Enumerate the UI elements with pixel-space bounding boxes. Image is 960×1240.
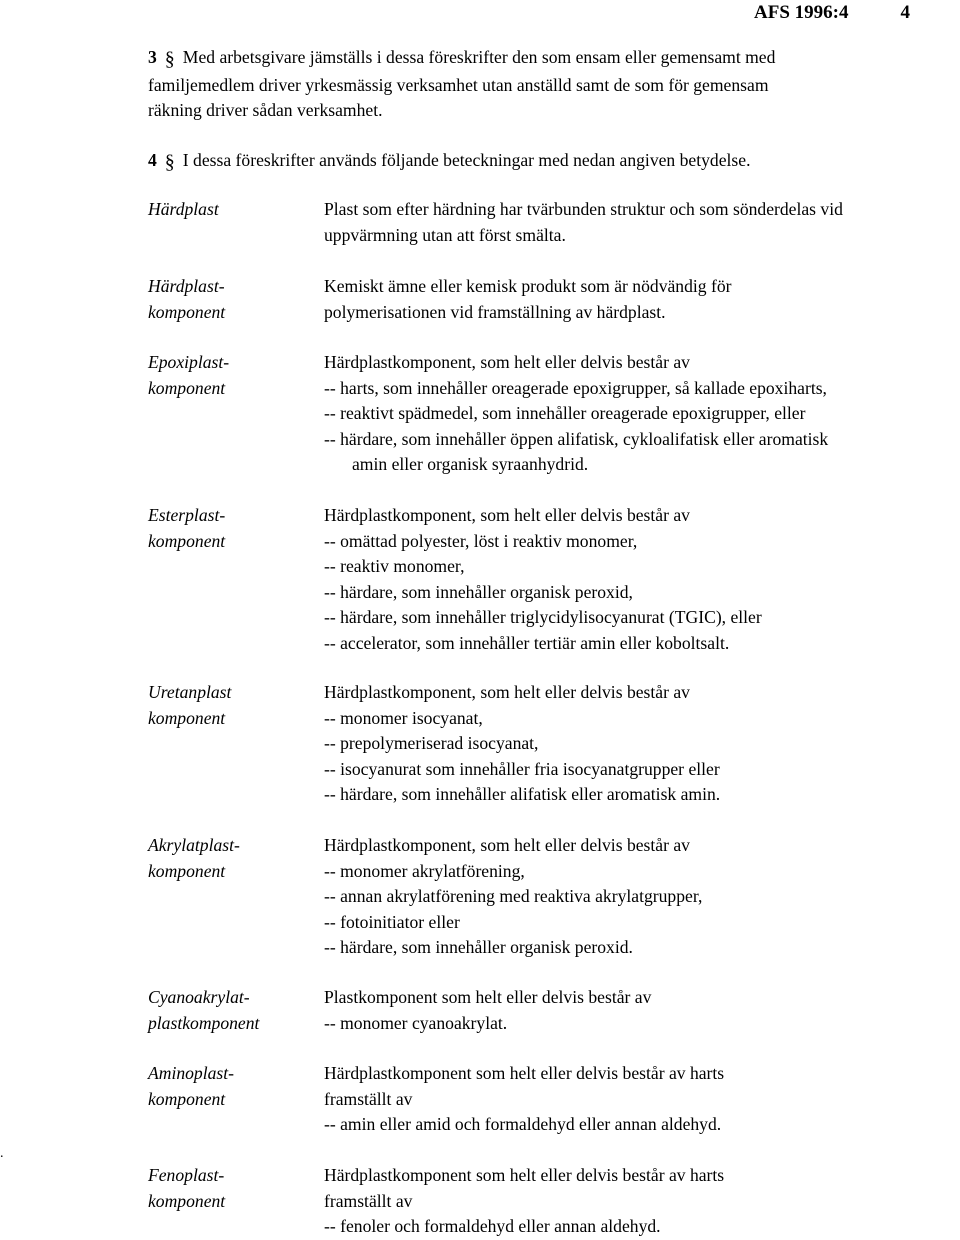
page-number: 4 <box>900 2 910 23</box>
definition-line: -- reaktivt spädmedel, som innehåller oreagerade epoxigrupper, eller <box>324 403 806 423</box>
definition-line: -- accelerator, som innehåller tertiär amin eller koboltsalt. <box>324 632 730 653</box>
definition-text <box>324 350 960 478</box>
definition-line: -- harts, som innehåller oreagerade epoxigrupper, så kallade epoxiharts, <box>324 377 827 398</box>
document-reference: AFS 1996:4 <box>754 2 849 23</box>
definition-line: -- amin eller amid och formaldehyd eller annan aldehyd. <box>324 1114 722 1134</box>
definition-line: Härdplastkomponent som helt eller delvis består av harts <box>324 1063 725 1083</box>
definition-line: -- härdare, som innehåller triglycidylisocyanurat (TGIC), eller <box>324 607 762 627</box>
definition-line: Plast som efter härdning har tvärbunden struktur och som sönderdelas vid <box>324 199 843 219</box>
section-sign: § <box>164 48 175 70</box>
definition-line: Härdplastkomponent, som helt eller delvis består av <box>324 352 690 372</box>
definition-text <box>324 503 960 656</box>
section-4 <box>148 148 928 176</box>
definition-line: -- fenoler och formaldehyd eller annan aldehyd. <box>324 1216 661 1236</box>
definition-line: Plastkomponent som helt eller delvis består av <box>324 987 652 1007</box>
definition-line: Kemiskt ämne eller kemisk produkt som är nödvändig för <box>324 276 732 296</box>
definition-text <box>324 680 960 808</box>
definition-line: -- omättad polyester, löst i reaktiv monomer, <box>324 530 638 551</box>
definition-line: Härdplastkomponent, som helt eller delvis består av <box>324 505 690 525</box>
definition-term: Esterplast- komponent <box>148 505 226 551</box>
section-3-line-1: 3 § Med arbetsgivare jämställs i dessa föreskrifter den som ensam eller gemensamt med <box>148 47 776 70</box>
definition-line: -- härdare, som innehåller organisk peroxid. <box>324 937 633 957</box>
margin-mark: . <box>0 1146 4 1161</box>
definition-text <box>324 274 960 325</box>
section-sign: § <box>164 151 175 173</box>
definition-line: uppvärmning utan att först smälta. <box>324 224 566 245</box>
definition-line: polymerisationen vid framställning av härdplast. <box>324 301 666 322</box>
definition-term: Uretanplast komponent <box>148 682 232 728</box>
section-4-number: 4 <box>148 150 157 170</box>
definition-line: -- annan akrylatförening med reaktiva akrylatgrupper, <box>324 886 703 906</box>
definition-line: -- reaktiv monomer, <box>324 556 465 576</box>
definition-text <box>324 833 960 961</box>
definition-line: -- fotoinitiator eller <box>324 911 460 932</box>
definition-line: -- härdare, som innehåller organisk peroxid, <box>324 581 633 602</box>
section-3 <box>148 45 928 124</box>
definition-term: Härdplast- komponent <box>148 276 226 322</box>
definition-text <box>324 1163 960 1240</box>
section-3-line-2: familjemedlem driver yrkesmässig verksamhet utan anställd samt de som för gemensam <box>148 74 769 95</box>
definition-line: Härdplastkomponent, som helt eller delvis består av <box>324 835 690 855</box>
definition-text <box>324 197 960 248</box>
definition-term: Epoxiplast- komponent <box>148 352 230 398</box>
definition-line: -- härdare, som innehåller öppen alifatisk, cykloalifatisk eller aromatisk <box>324 428 829 449</box>
definition-term: Akrylatplast- komponent <box>148 835 240 881</box>
definition-text <box>324 985 960 1036</box>
definition-line: -- monomer cyanoakrylat. <box>324 1012 508 1033</box>
definition-term: Fenoplast- komponent <box>148 1165 226 1211</box>
definition-line: -- prepolymeriserad isocyanat, <box>324 733 539 753</box>
definition-line: framställt av <box>324 1088 413 1109</box>
definition-line: -- isocyanurat som innehåller fria isocyanatgrupper eller <box>324 758 720 779</box>
page-header <box>754 0 910 26</box>
definition-line: Härdplastkomponent som helt eller delvis består av harts <box>324 1165 725 1185</box>
definition-term: Härdplast <box>148 199 219 219</box>
definition-term: Aminoplast- komponent <box>148 1063 235 1109</box>
definition-line: framställt av <box>324 1190 413 1211</box>
definition-line: Härdplastkomponent, som helt eller delvis består av <box>324 682 690 702</box>
section-4-line: 4 § I dessa föreskrifter används följande beteckningar med nedan angiven betydelse. <box>148 150 751 173</box>
definition-line: -- monomer isocyanat, <box>324 707 483 728</box>
definition-term: Cyanoakrylat- plastkomponent <box>148 987 260 1033</box>
definition-line: -- monomer akrylatförening, <box>324 860 525 881</box>
section-3-number: 3 <box>148 47 157 67</box>
definition-line: amin eller organisk syraanhydrid. <box>352 454 589 474</box>
definition-text <box>324 1061 960 1138</box>
section-3-line-3: räkning driver sådan verksamhet. <box>148 100 383 120</box>
definition-line: -- härdare, som innehåller alifatisk eller aromatisk amin. <box>324 784 721 804</box>
